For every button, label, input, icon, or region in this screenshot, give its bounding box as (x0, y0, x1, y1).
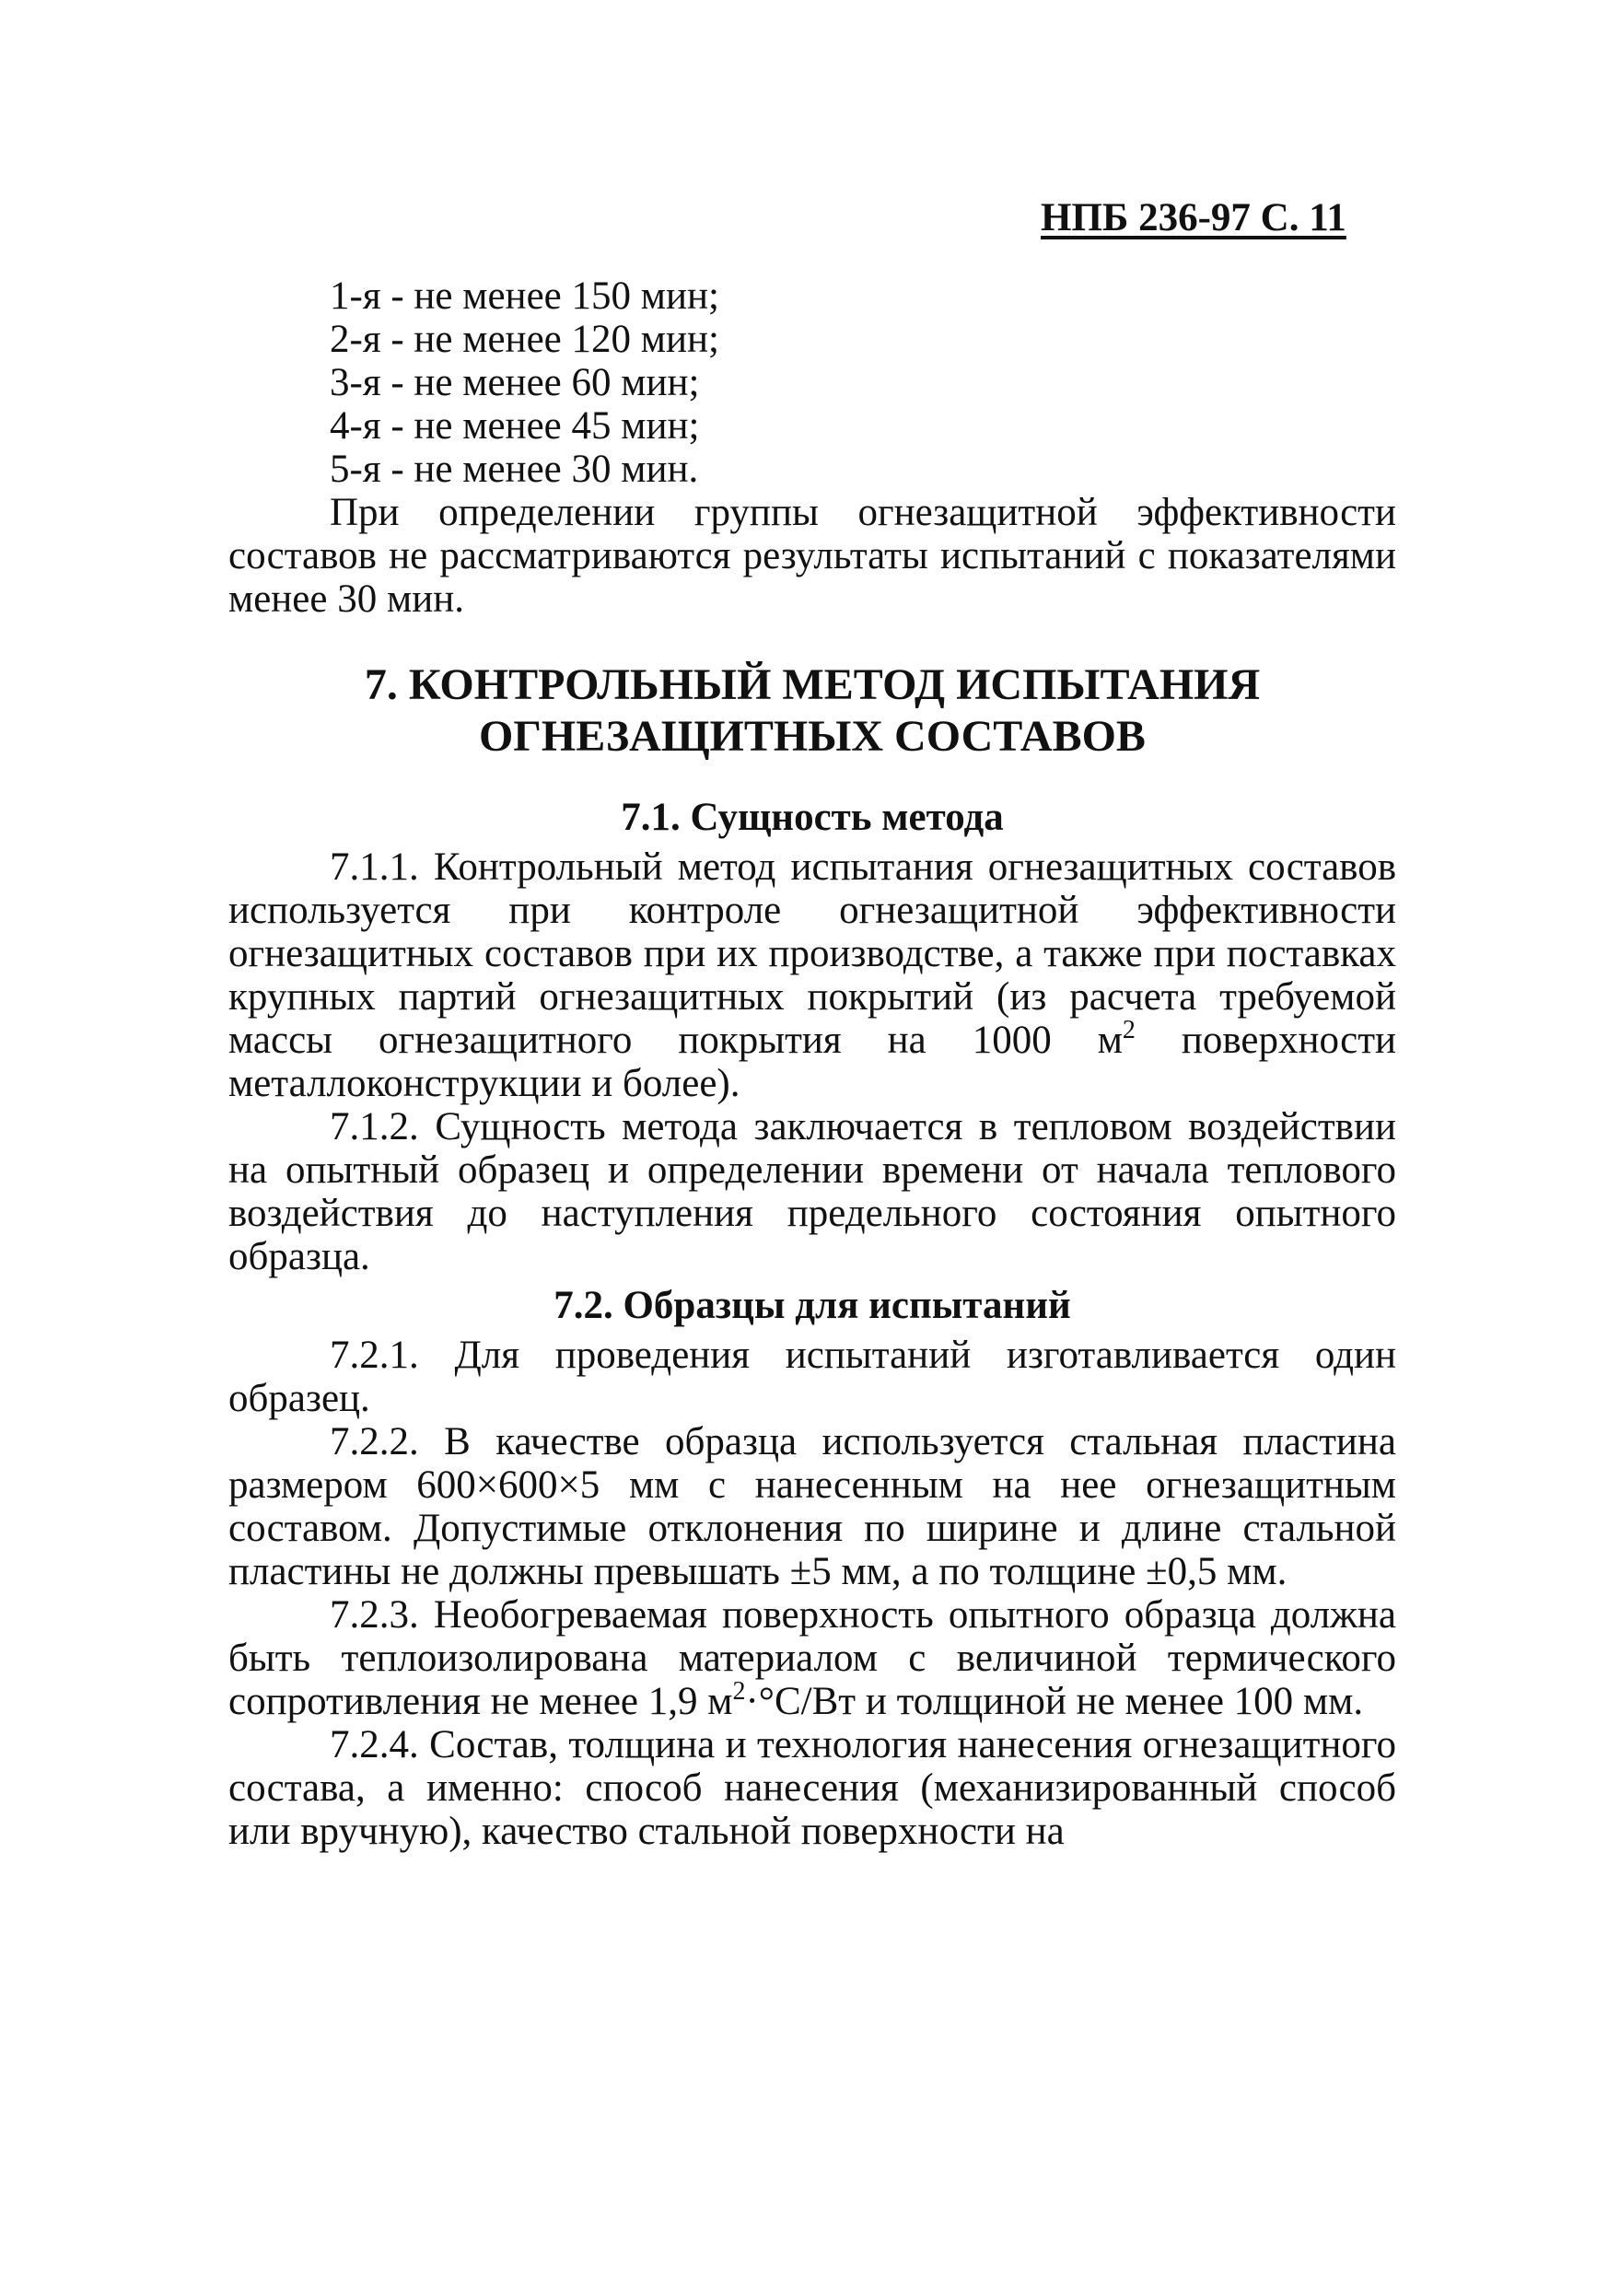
superscript: 2 (732, 1677, 746, 1706)
paragraph-7-1-1 (228, 845, 1396, 1105)
section-7-title-line2: ОГНЕЗАЩИТНЫХ СОСТАВОВ (479, 712, 1146, 761)
intro-paragraph: При определении группы огнезащитной эффективности составов не рассматриваются результаты испытаний с показателями менее 30 мин. (228, 491, 1396, 621)
paragraph-7-1-1-text-a: 7.1.1. Контрольный метод испытания огнезащитных составов используется при контроле огнезащитной эффективности огнезащитных составов при их производстве, а также при поставках крупных партий огнезащитных покрытий (из расчета требуемой массы огнезащитного покрытия на 1000 м (228, 845, 1396, 1062)
paragraph-7-2-3-text-b: ·°С/Вт и толщиной не менее 100 мм. (745, 1680, 1364, 1723)
page-header: НПБ 236-97 С. 11 (1041, 196, 1346, 239)
list-item: 5-я - не менее 30 мин. (330, 448, 699, 491)
paragraph-7-2-2: 7.2.2. В качестве образца используется стальная пластина размером 600×600×5 мм с нанесенным на нее огнезащитным составом. Допустимые отклонения по ширине и длине стальной пластины не должны превышать ±5 мм, а по толщине ±0,5 мм. (228, 1420, 1396, 1593)
list-item: 1-я - не менее 150 мин; (330, 274, 719, 318)
paragraph-7-2-1: 7.2.1. Для проведения испытаний изготавливается один образец. (228, 1334, 1396, 1420)
paragraph-7-2-3 (228, 1593, 1396, 1723)
list-item: 3-я - не менее 60 мин; (330, 361, 700, 404)
subsection-7-1-title: 7.1. Сущность метода (621, 796, 1004, 839)
paragraph-7-1-1-text-b: поверхности металлоконструкции и более). (228, 1019, 1396, 1105)
section-7-title (228, 659, 1396, 763)
paragraph-7-2-3-text-a: 7.2.3. Необогреваемая поверхность опытного образца должна быть теплоизолирована материалом с величиной термического сопротивления не менее 1,9 м (228, 1593, 1396, 1723)
paragraph-7-2-4: 7.2.4. Состав, толщина и технология нанесения огнезащитного состава, а именно: способ нанесения (механизированный способ или вручную), качество стальной поверхности на (228, 1723, 1396, 1853)
subsection-7-2-title: 7.2. Образцы для испытаний (553, 1284, 1071, 1327)
list-item: 2-я - не менее 120 мин; (330, 318, 719, 361)
page-content (228, 274, 1396, 1853)
paragraph-7-1-2: 7.1.2. Сущность метода заключается в тепловом воздействии на опытный образец и определении времени от начала теплового воздействия до наступления предельного состояния опытного образца. (228, 1105, 1396, 1278)
section-7-title-line1: 7. КОНТРОЛЬНЫЙ МЕТОД ИСПЫТАНИЯ (364, 660, 1261, 709)
list-item: 4-я - не менее 45 мин; (330, 404, 700, 448)
superscript: 2 (1122, 1016, 1136, 1044)
